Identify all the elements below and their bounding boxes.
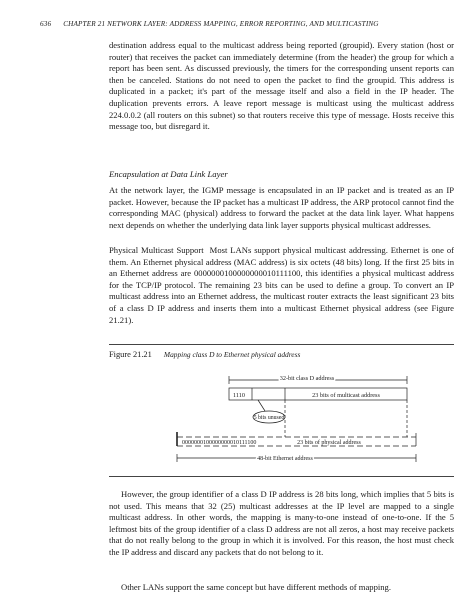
figure-bottom-rule	[109, 476, 454, 477]
figure-title: Mapping class D to Ethernet physical address	[163, 350, 301, 359]
ethernet-prefix-bits: 0000000100000000010111100	[182, 440, 257, 446]
chapter-title: NETWORK LAYER: ADDRESS MAPPING, ERROR REPORTING, AND MULTICASTING	[107, 20, 379, 28]
unused-bits-label: 5 bits unused	[253, 415, 285, 421]
ethernet-address-label: 48-bit Ethernet address	[257, 456, 313, 462]
physical-bits-label: 23 bits of physical address	[297, 440, 361, 446]
paragraph-lead: Physical Multicast Support	[109, 245, 204, 255]
page-number: 636	[40, 20, 52, 28]
paragraph-encapsulation: At the network layer, the IGMP message is encapsulated in an IP packet and is treated as an IP packet. However, because the IP packet has a multicast IP address, the ARP protocol cannot find the corresponding MAC (physical) address to forward the packet at the data link layer. What happens next depends on whether the underlying data link layer supports physical multicast addresses.	[109, 185, 454, 230]
class-d-label: 32-bit class D address	[279, 375, 335, 382]
class-d-prefix: 1110	[233, 392, 245, 399]
chapter-label: CHAPTER 21	[63, 20, 106, 28]
multicast-bits-label: 23 bits of multicast address	[312, 392, 380, 399]
paragraph-groupid: destination address equal to the multicast address being reported (groupid). Every station (host or router) that receives the packet can immediately determine (from the header) the group for which a report has been sent. As discussed previously, the timers for the corresponding unsent reports can then be canceled. Stations do not need to open the packet to find the groupid. This address is duplicated in a packet; it's part of the message itself and also a field in the IP header. The duplication prevents errors. A leave report message is multicast using the multicast address 224.0.0.2 (all routers on this subnet) so that routers receive this type of message. Hosts receive this message too, but disregard it.	[109, 40, 454, 132]
unused-pointer	[258, 400, 265, 411]
paragraph-body: Most LANs support physical multicast addressing. Ethernet is one of them. An Ethernet physical address (MAC address) is six octets (48 bits) long. If the first 25 bits in an Ethernet address are 0000000100000000010111100, this identifies a physical multicast address for the TCP/IP protocol. The remaining 23 bits can be used to define a group. To convert an IP multicast address into an Ethernet address, the multicast router extracts the least significant 23 bits of a class D IP address and inserts them into a multicast Ethernet physical address (see Figure 21.21).	[109, 245, 454, 325]
paragraph-group-identifier: However, the group identifier of a class D IP address is 28 bits long, which implies that 5 bits is not used. This means that 32 (25) multicast addresses at the IP level are mapped to a single multicast address. In other words, the mapping is many-to-one instead of one-to-one. If the 5 leftmost bits of the group identifier of a class D address are not all zeros, a host may receive packets that do not really belong to the group in which it is involved. For this reason, the host must check the IP address and discard any packets that do not belong to it.	[109, 489, 454, 557]
paragraph-other-lans: Other LANs support the same concept but have different methods of mapping.	[121, 582, 391, 592]
section-heading: Encapsulation at Data Link Layer	[109, 169, 228, 179]
figure-number: Figure 21.21	[109, 350, 152, 359]
